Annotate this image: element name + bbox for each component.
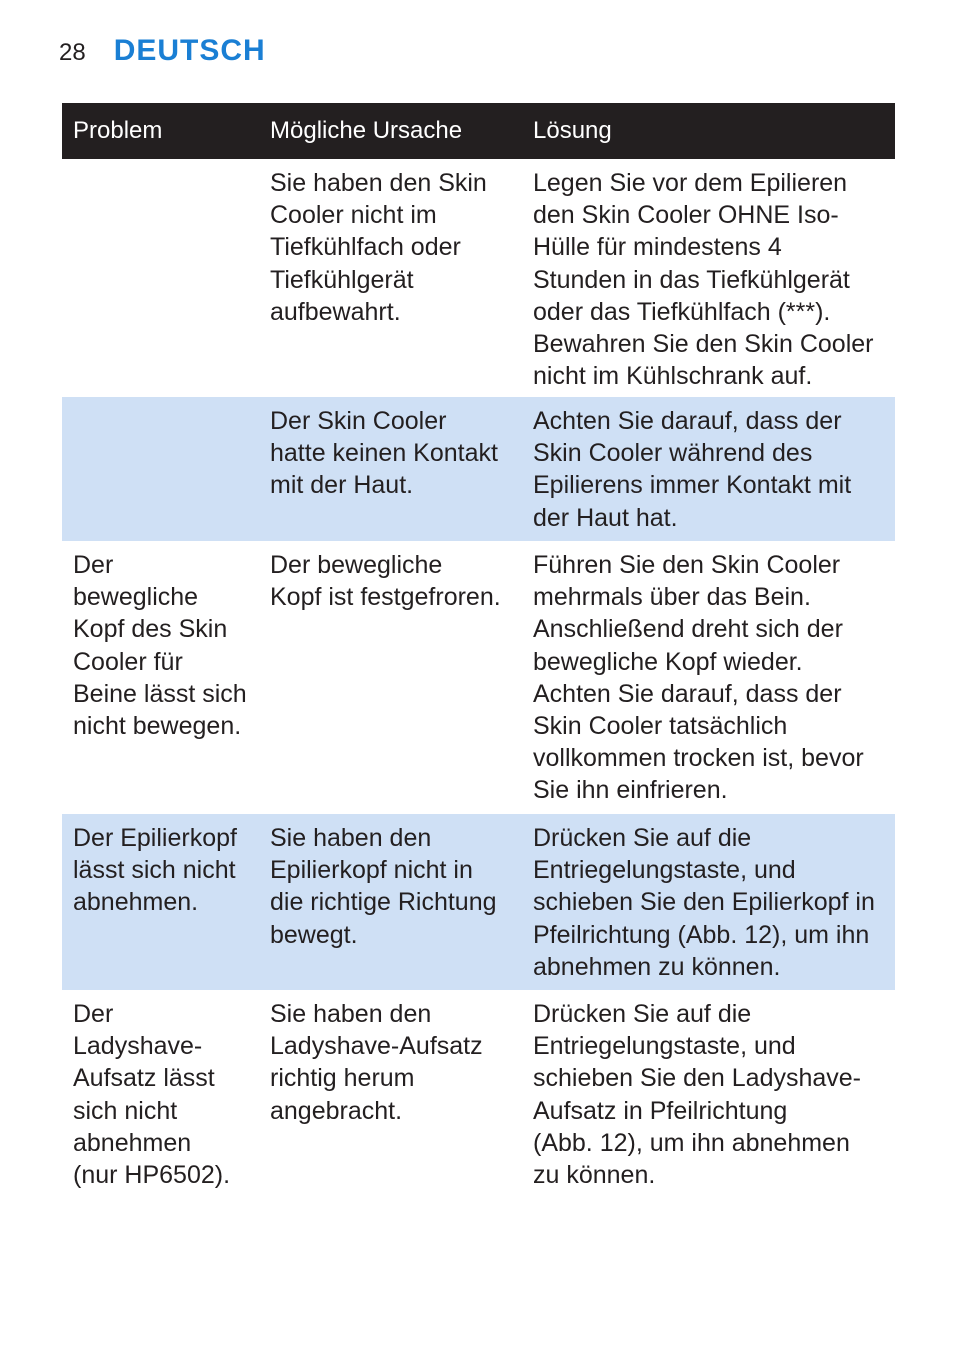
table-row	[62, 397, 895, 541]
solution-cell: Legen Sie vor dem Epilieren den Skin Cooler OHNE Iso- Hülle für mindestens 4 Stunden in das Tiefkühlgerät oder das Tiefkühlfach (***). Bewahren Sie den Skin Cooler nicht im Kühlschrank auf.	[533, 169, 874, 391]
solution-cell: Achten Sie darauf, dass der Skin Cooler während des Epilierens immer Kontakt mit der Haut hat.	[533, 407, 852, 532]
problem-cell: Der Ladyshave- Aufsatz lässt sich nicht abnehmen (nur HP6502).	[73, 1000, 231, 1190]
problem-cell: Der bewegliche Kopf des Skin Cooler für Beine lässt sich nicht bewegen.	[73, 551, 247, 741]
problem-cell	[62, 397, 259, 541]
cause-cell: Sie haben den Ladyshave-Aufsatz richtig herum angebracht.	[270, 1000, 483, 1125]
section-title: DEUTSCH	[113, 34, 266, 67]
table-row	[62, 159, 895, 397]
troubleshooting-table	[62, 103, 895, 1200]
column-header-cause: Mögliche Ursache	[270, 116, 463, 144]
column-header-solution: Lösung	[533, 116, 612, 144]
cause-cell: Der Skin Cooler hatte keinen Kontakt mit der Haut.	[270, 407, 498, 500]
table-row	[62, 990, 895, 1200]
solution-cell: Drücken Sie auf die Entriegelungstaste, und schieben Sie den Epilierkopf in Pfeilrichtung (Abb. 12), um ihn abnehmen zu können.	[533, 824, 875, 981]
solution-cell: Drücken Sie auf die Entriegelungstaste, und schieben Sie den Ladyshave- Aufsatz in Pfeilrichtung (Abb. 12), um ihn abnehmen zu können.	[533, 1000, 862, 1190]
problem-cell: Der Epilierkopf lässt sich nicht abnehmen.	[73, 824, 237, 917]
column-header-problem: Problem	[73, 116, 163, 144]
page-number: 28	[59, 39, 86, 66]
cause-cell: Sie haben den Skin Cooler nicht im Tiefkühlfach oder Tiefkühlgerät aufbewahrt.	[270, 169, 487, 326]
table-row	[62, 541, 895, 814]
solution-cell: Führen Sie den Skin Cooler mehrmals über das Bein. Anschließend dreht sich der bewegliche Kopf wieder. Achten Sie darauf, dass der Skin Cooler tatsächlich vollkommen trocken ist, bevor Sie ihn einfrieren.	[533, 551, 864, 805]
table-row	[62, 814, 895, 990]
page-header	[59, 34, 266, 68]
problem-cell	[62, 159, 259, 397]
cause-cell: Sie haben den Epilierkopf nicht in die richtige Richtung bewegt.	[270, 824, 497, 949]
table-header-row	[62, 103, 895, 159]
cause-cell: Der bewegliche Kopf ist festgefroren.	[270, 551, 501, 612]
